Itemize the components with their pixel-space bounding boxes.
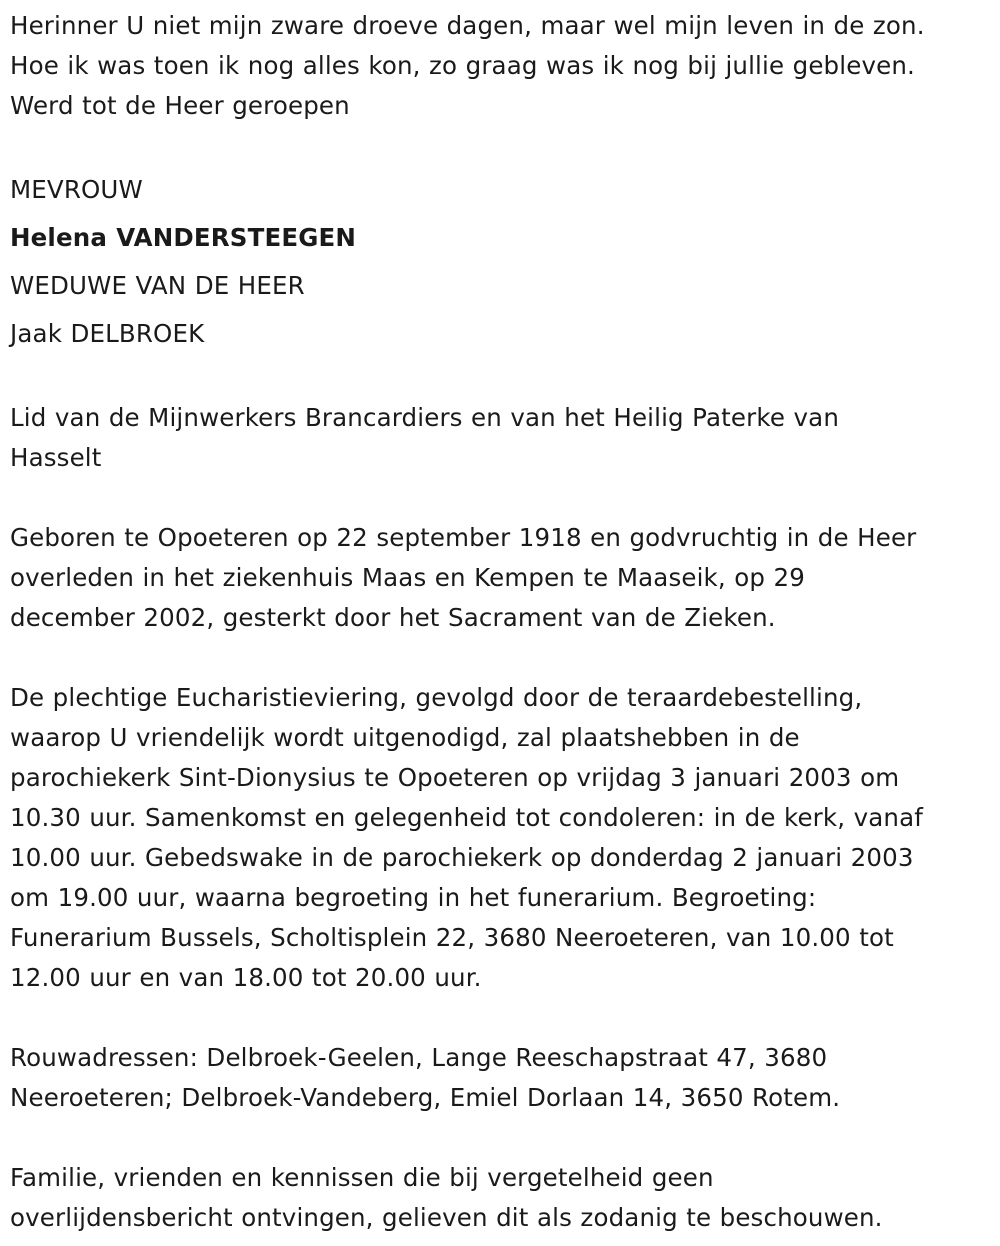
obituary-notice — [10, 6, 990, 1238]
address-line: Neeroeteren; Delbroek-Vandeberg, Emiel Dorlaan 14, 3650 Rotem. — [10, 1083, 841, 1112]
deceased-title: MEVROUW — [10, 175, 143, 204]
ceremony-line: waarop U vriendelijk wordt uitgenodigd, zal plaatshebben in de — [10, 723, 800, 752]
closing-line: Familie, vrienden en kennissen die bij vergetelheid geen — [10, 1163, 714, 1192]
paragraph-gap — [10, 638, 990, 678]
address-line: Rouwadressen: Delbroek-Geelen, Lange Reeschapstraat 47, 3680 — [10, 1043, 828, 1072]
membership-paragraph — [10, 398, 990, 478]
paragraph-gap — [10, 478, 990, 518]
paragraph-gap — [10, 358, 990, 398]
birth-death-line: overleden in het ziekenhuis Maas en Kempen te Maaseik, op 29 — [10, 563, 806, 592]
ceremony-line: Funerarium Bussels, Scholtisplein 22, 3680 Neeroeteren, van 10.00 tot — [10, 923, 894, 952]
deceased-name: Helena VANDERSTEEGEN — [10, 223, 357, 252]
closing-paragraph — [10, 1158, 990, 1238]
deceased-relation: WEDUWE VAN DE HEER — [10, 271, 305, 300]
paragraph-gap — [10, 126, 990, 166]
ceremony-line: parochiekerk Sint-Dionysius te Opoeteren op vrijdag 3 januari 2003 om — [10, 763, 900, 792]
spouse-name: Jaak DELBROEK — [10, 319, 205, 348]
motto-paragraph — [10, 6, 990, 126]
ceremony-line: 12.00 uur en van 18.00 tot 20.00 uur. — [10, 963, 482, 992]
addresses-paragraph — [10, 1038, 990, 1118]
birth-death-paragraph — [10, 518, 990, 638]
membership-line: Hasselt — [10, 443, 102, 472]
motto-line: Herinner U niet mijn zware droeve dagen, maar wel mijn leven in de zon. — [10, 11, 925, 40]
deceased-block — [10, 166, 990, 358]
motto-line: Hoe ik was toen ik nog alles kon, zo graag was ik nog bij jullie gebleven. — [10, 51, 915, 80]
closing-line: overlijdensbericht ontvingen, gelieven dit als zodanig te beschouwen. — [10, 1203, 883, 1232]
paragraph-gap — [10, 998, 990, 1038]
ceremony-line: 10.30 uur. Samenkomst en gelegenheid tot condoleren: in de kerk, vanaf — [10, 803, 924, 832]
ceremony-paragraph — [10, 678, 990, 998]
ceremony-line: De plechtige Eucharistieviering, gevolgd door de teraardebestelling, — [10, 683, 863, 712]
ceremony-line: om 19.00 uur, waarna begroeting in het funerarium. Begroeting: — [10, 883, 817, 912]
membership-line: Lid van de Mijnwerkers Brancardiers en van het Heilig Paterke van — [10, 403, 839, 432]
birth-death-line: Geboren te Opoeteren op 22 september 1918 en godvruchtig in de Heer — [10, 523, 917, 552]
paragraph-gap — [10, 1118, 990, 1158]
motto-line: Werd tot de Heer geroepen — [10, 91, 350, 120]
birth-death-line: december 2002, gesterkt door het Sacrament van de Zieken. — [10, 603, 776, 632]
ceremony-line: 10.00 uur. Gebedswake in de parochiekerk op donderdag 2 januari 2003 — [10, 843, 914, 872]
